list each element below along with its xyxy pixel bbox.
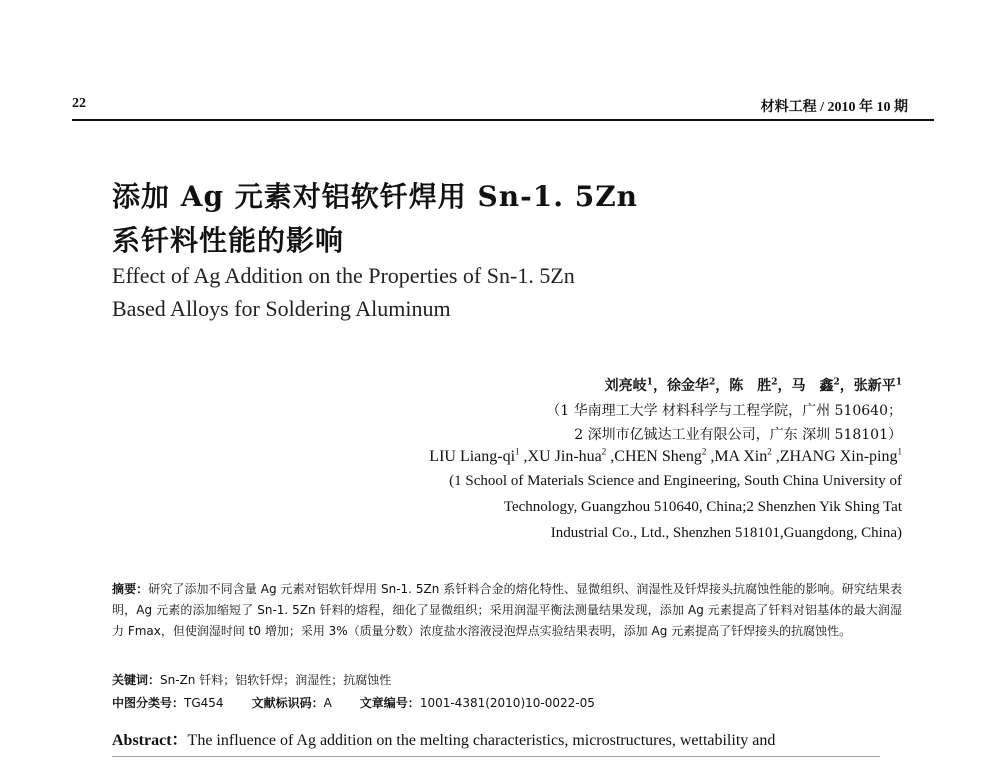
abstract-en <box>112 727 912 750</box>
author-cn: 马 鑫$^2$， <box>791 377 854 394</box>
title-en-line1: Effect of Ag Addition on the Properties of Sn-1. 5Zn <box>112 263 575 288</box>
doc-code-label: 文献标识码： <box>251 696 324 710</box>
abstract-cn <box>112 579 902 642</box>
clc-label: 中图分类号： <box>112 696 185 710</box>
cut-off-text-line <box>112 752 912 760</box>
title-cn-line1: 添加 Ag 元素对铝软钎焊用 Sn-1. 5Zn <box>112 180 639 213</box>
abstract-en-label: Abstract： <box>112 732 188 749</box>
affiliation-en-line3: Industrial Co., Ltd., Shenzhen 518101,Guangdong, China) <box>550 525 902 541</box>
authors-cn <box>605 375 902 395</box>
affiliation-en-line2: Technology, Guangzhou 510640, China;2 Shenzhen Yik Shing Tat <box>503 499 902 515</box>
author-cn: 陈 胜$^2$， <box>729 377 792 394</box>
author-en: CHEN Sheng$^2$ , <box>614 446 715 465</box>
author-en: LIU Liang-$qi^1$ , <box>429 446 528 465</box>
keywords <box>112 671 391 688</box>
keywords-text: Sn-Zn 钎料；铝软钎焊；润湿性；抗腐蚀性 <box>160 673 392 687</box>
authors-en <box>429 448 902 466</box>
abstract-en-text: The influence of Ag addition on the melting characteristics, microstructures, wettability and <box>187 732 776 749</box>
doc-code-value: A <box>323 696 332 710</box>
affiliation-cn-line2: 2 深圳市亿铖达工业有限公司，广东 深圳 518101） <box>574 427 902 443</box>
title-en-line2: Based Alloys for Soldering Aluminum <box>112 296 451 321</box>
author-cn: 刘亮岐$^1$， <box>604 377 667 394</box>
author-en: MA Xin$^2$ , <box>714 446 780 465</box>
affiliation-en-line1: (1 School of Materials Science and Engineering, South China University of <box>449 473 902 489</box>
journal-header: 材料工程 / 2010 年 10 期 <box>760 100 908 115</box>
clc-value: TG454 <box>184 696 224 710</box>
keywords-label: 关键词： <box>112 673 161 687</box>
abstract-cn-label: 摘要： <box>112 582 149 596</box>
article-id-value: 1001-4381(2010)10-0022-05 <box>419 696 595 710</box>
author-cn: 徐金华$^2$， <box>666 377 730 394</box>
title-cn-line2: 系钎料性能的影响 <box>112 224 345 257</box>
page-number: 22 <box>72 96 86 111</box>
author-en: ZHANG Xin-ping$^1$ <box>779 446 902 465</box>
abstract-cn-text: 研究了添加不同含量 Ag 元素对铝软钎焊用 Sn-1. 5Zn 系钎料合金的熔化特性、显微组织、润湿性及钎焊接头抗腐蚀性能的影响。研究结果表明，Ag 元素的添加缩短了 Sn-1. 5Zn 钎料的熔程，细化了显微组织；采用润湿平衡法测量结果发现，添加 Ag 元素提高了钎料对铝基体的最大润湿力 Fmax，但使润湿时间 t0 增加；采用 3%（质量分数）浓度盐水溶液浸泡焊点实验结果表明，添加 Ag 元素提高了钎焊接头的抗腐蚀性。 <box>112 582 902 638</box>
classification-line <box>112 694 595 711</box>
header-rule <box>72 119 934 121</box>
article-id-label: 文章编号： <box>359 696 420 710</box>
author-en: XU Jin-hua$^2$ , <box>527 446 615 465</box>
author-cn: 张新平$^1$ <box>853 377 902 394</box>
affiliation-cn-line1: （1 华南理工大学 材料科学与工程学院，广州 510640； <box>546 403 902 419</box>
